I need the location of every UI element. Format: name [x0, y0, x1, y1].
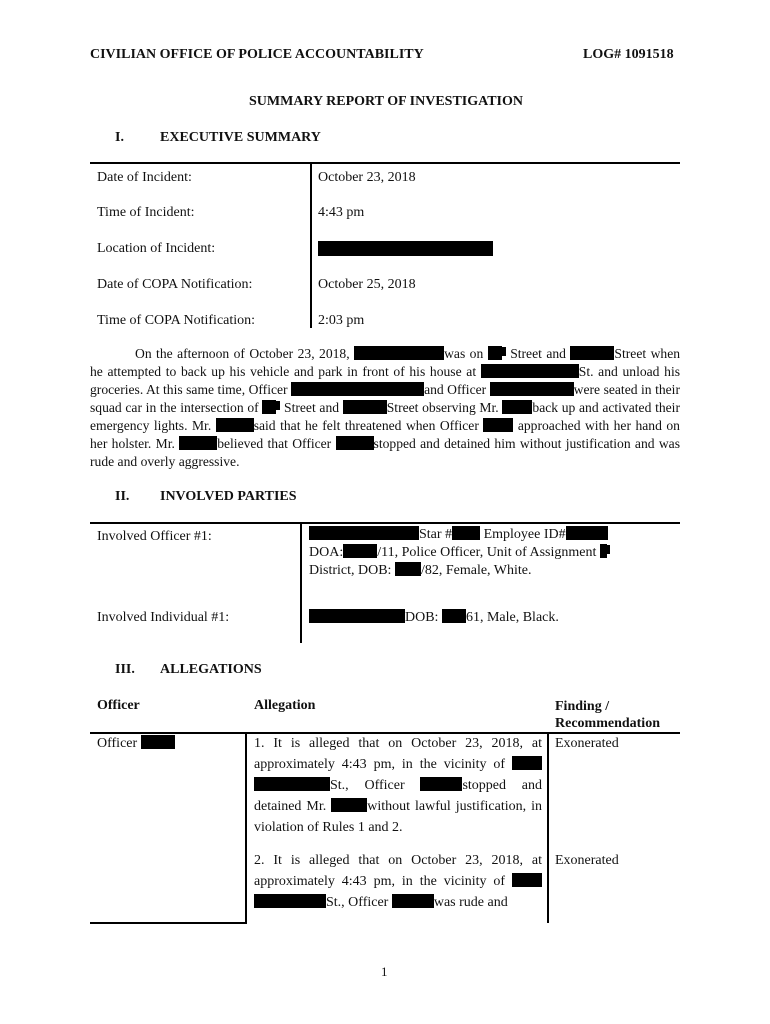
redaction: [452, 526, 480, 540]
log-number: LOG# 1091518: [583, 47, 674, 62]
redaction: [254, 777, 330, 791]
allegations-table-divider-left: [245, 733, 247, 923]
redaction: [272, 401, 280, 410]
time-of-incident-label: Time of Incident:: [97, 205, 195, 220]
redaction: [216, 418, 254, 432]
redaction: [512, 873, 542, 887]
involved-officer-details: Star # Employee ID# DOA: /11, Police Officer, Unit of Assignment District, DOB: /82, Female, White.: [309, 526, 681, 580]
copa-notification-time-label: Time of COPA Notification:: [97, 313, 256, 328]
redaction: [309, 526, 419, 540]
section-3-number: III.: [115, 662, 135, 677]
allegation-1-finding: Exonerated: [555, 736, 619, 751]
section-1-number: I.: [115, 130, 124, 145]
redaction: [483, 418, 513, 432]
redaction: [604, 545, 610, 554]
redaction: [343, 400, 387, 414]
section-1-title: EXECUTIVE SUMMARY: [160, 130, 321, 145]
parties-table-top-rule: [90, 522, 680, 524]
redaction: [502, 400, 532, 414]
report-title: SUMMARY REPORT OF INVESTIGATION: [249, 94, 523, 109]
section-2-title: INVOLVED PARTIES: [160, 489, 297, 504]
redaction: [481, 364, 579, 378]
allegation-1-text: 1. It is alleged that on October 23, 2018, at approximately 4:43 pm, in the vicinity of St., Officer stopped and detained Mr. without lawful justification, in violation of Rules 1 and 2.: [254, 736, 542, 835]
redaction: [498, 347, 506, 356]
copa-notification-date-label: Date of COPA Notification:: [97, 277, 253, 292]
redaction: [336, 436, 374, 450]
redaction: [141, 735, 175, 749]
date-of-incident-label: Date of Incident:: [97, 170, 192, 185]
redaction: [490, 382, 574, 396]
incident-table-top-rule: [90, 162, 680, 164]
page-number: 1: [381, 964, 388, 979]
copa-notification-date-value: October 25, 2018: [318, 277, 416, 292]
allegations-table-bottom-rule: [90, 922, 247, 924]
redaction: [291, 382, 424, 396]
redaction: [392, 894, 434, 908]
location-of-incident-label: Location of Incident:: [97, 241, 216, 256]
involved-individual-label: Involved Individual #1:: [97, 610, 230, 625]
allegations-header-officer: Officer: [97, 698, 140, 713]
involved-individual-details: DOB: 61, Male, Black.: [309, 607, 559, 628]
section-3-title: ALLEGATIONS: [160, 662, 262, 677]
time-of-incident-value: 4:43 pm: [318, 205, 365, 220]
redaction: [512, 756, 542, 770]
redaction: [420, 777, 462, 791]
redaction: [570, 346, 614, 360]
section-2-number: II.: [115, 489, 130, 504]
allegations-table-divider-right: [547, 733, 549, 923]
incident-table-divider: [310, 163, 312, 328]
allegation-2-finding: Exonerated: [555, 853, 619, 868]
parties-table-divider: [300, 523, 302, 643]
redaction: [566, 526, 608, 540]
redaction: [395, 562, 421, 576]
allegations-header-finding: Finding / Recommendation: [555, 699, 660, 731]
redaction: [309, 609, 405, 623]
allegation-officer-cell: Officer: [97, 735, 175, 752]
redaction: [354, 346, 444, 360]
redaction: [331, 798, 367, 812]
copa-notification-time-value: 2:03 pm: [318, 313, 365, 328]
incident-summary-paragraph: On the afternoon of October 23, 2018, was on Street and Street when he attempted to back up his vehicle and park in front of his house at St. and unload his groceries. At this same time, Officer and Officer were seated in their squad car in the intersection of Street and Street observing Mr. back up and activated their emergency lights. Mr. said that he felt threatened when Officer approached with her hand on her holster. Mr. believed that Officer stopped and detained him without justification and was rude and overly aggressive.: [90, 346, 681, 469]
involved-officer-label: Involved Officer #1:: [97, 529, 212, 544]
redacted-location: [318, 241, 493, 256]
date-of-incident-value: October 23, 2018: [318, 170, 416, 185]
allegation-2-text: 2. It is alleged that on October 23, 2018, at approximately 4:43 pm, in the vicinity of St., Officer was rude and: [254, 853, 542, 910]
agency-header: CIVILIAN OFFICE OF POLICE ACCOUNTABILITY: [90, 47, 424, 62]
allegations-header-allegation: Allegation: [254, 698, 316, 713]
redaction: [179, 436, 217, 450]
redaction: [254, 894, 326, 908]
redaction: [343, 544, 377, 558]
redaction: [442, 609, 466, 623]
